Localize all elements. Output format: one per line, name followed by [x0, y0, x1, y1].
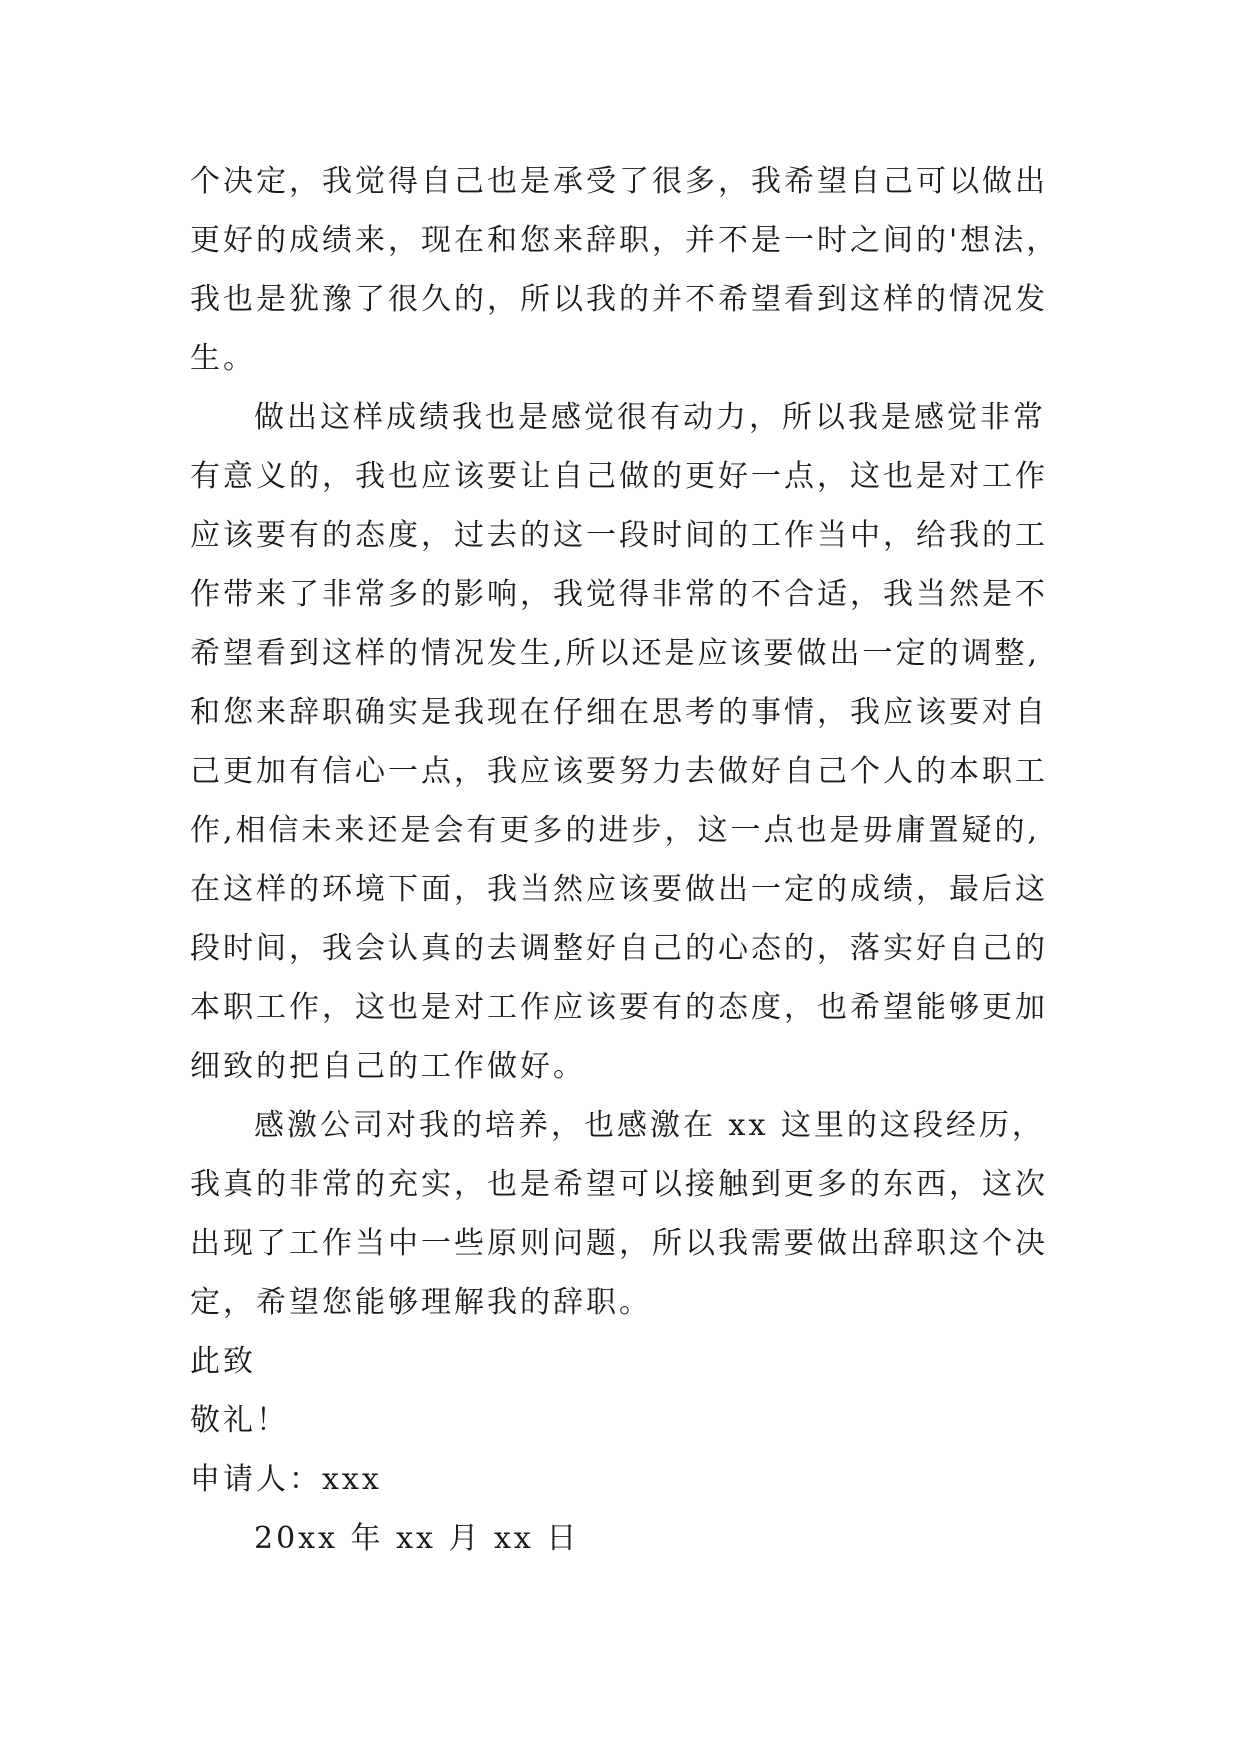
body-line: 个决定，我觉得自己也是承受了很多，我希望自己可以做出	[190, 164, 1048, 199]
body-line: 段时间，我会认真的去调整好自己的心态的，落实好自己的	[190, 931, 1048, 966]
salutation-line: 敬礼！	[190, 1403, 289, 1438]
body-line: 作,相信未来还是会有更多的进步，这一点也是毋庸置疑的,	[190, 813, 1041, 848]
body-line: 更好的成绩来，现在和您来辞职，并不是一时之间的'想法，	[190, 223, 1060, 258]
paragraph-start-line: 做出这样成绩我也是感觉很有动力，所以我是感觉非常	[254, 400, 1046, 435]
applicant-line: 申请人：xxx	[190, 1462, 382, 1497]
body-line: 己更加有信心一点，我应该要努力去做好自己个人的本职工	[190, 754, 1048, 789]
body-line: 在这样的环境下面，我当然应该要做出一定的成绩，最后这	[190, 872, 1048, 907]
body-line: 作带来了非常多的影响，我觉得非常的不合适，我当然是不	[190, 577, 1048, 612]
body-line: 应该要有的态度，过去的这一段时间的工作当中，给我的工	[190, 518, 1048, 553]
body-line: 我也是犹豫了很久的，所以我的并不希望看到这样的情况发	[190, 282, 1048, 317]
body-line: 细致的把自己的工作做好。	[190, 1049, 586, 1084]
body-line: 本职工作，这也是对工作应该要有的态度，也希望能够更加	[190, 990, 1048, 1025]
body-line: 希望看到这样的情况发生,所以还是应该要做出一定的调整,	[190, 636, 1041, 671]
body-line: 我真的非常的充实，也是希望可以接触到更多的东西，这次	[190, 1167, 1048, 1202]
body-line: 有意义的，我也应该要让自己做的更好一点，这也是对工作	[190, 459, 1048, 494]
paragraph-start-line: 感激公司对我的培养，也感激在 xx 这里的这段经历，	[254, 1108, 1045, 1143]
date-line: 20xx 年 xx 月 xx 日	[254, 1521, 580, 1556]
body-line: 定，希望您能够理解我的辞职。	[190, 1285, 652, 1320]
body-line: 出现了工作当中一些原则问题，所以我需要做出辞职这个决	[190, 1226, 1048, 1261]
body-line: 和您来辞职确实是我现在仔细在思考的事情，我应该要对自	[190, 695, 1048, 730]
closing-line: 此致	[190, 1344, 256, 1379]
body-line: 生。	[190, 341, 256, 376]
